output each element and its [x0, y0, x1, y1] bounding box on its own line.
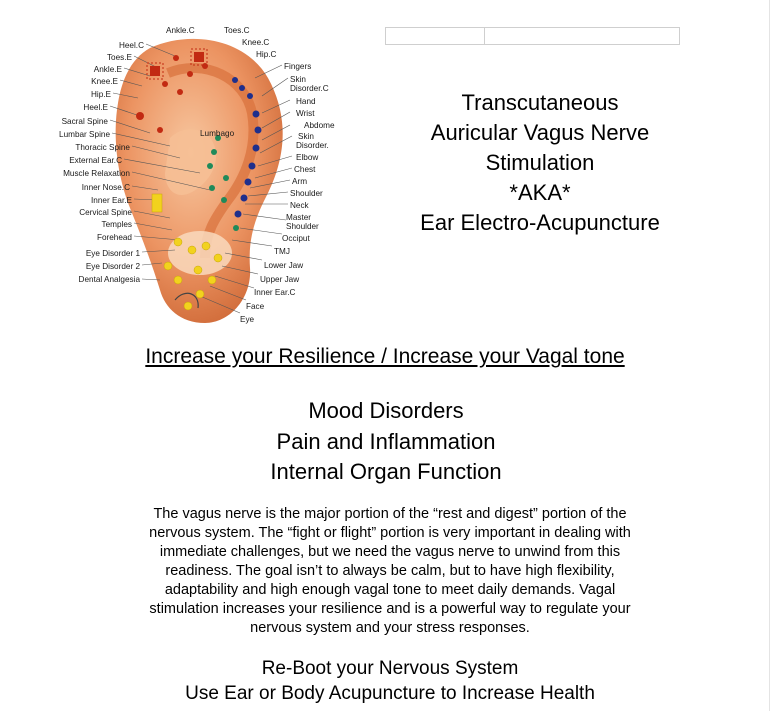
ear-label-left: Inner Nose.C	[81, 183, 130, 192]
ear-label-top: Ankle.C	[166, 26, 195, 35]
paragraph-line: adaptability and high enough vagal tone to meet daily demands. Vagal	[164, 582, 616, 598]
document-title	[395, 88, 685, 238]
paragraph-line: nervous system. The “fight or flight” portion is very important in dealing with	[149, 525, 631, 541]
ear-label-right: TMJ	[274, 247, 290, 256]
topic-item: Internal Organ Function	[270, 459, 502, 484]
ear-label-right: Shoulder	[290, 189, 323, 198]
footer-line: Re-Boot your Nervous System	[261, 658, 519, 679]
ear-label-inner: Lumbago	[200, 129, 235, 138]
ear-label-right: Inner Ear.C	[254, 288, 296, 297]
ear-label-right: Arm	[292, 177, 308, 186]
title-line: Transcutaneous	[461, 90, 619, 115]
ear-label-right: Disorder.C	[290, 84, 329, 93]
ear-label-left: Eye Disorder 2	[85, 262, 140, 271]
paragraph-line: The vagus nerve is the major portion of the “rest and digest” portion of the	[153, 506, 627, 522]
ear-label-right: Disorder.	[296, 141, 329, 150]
ear-label-left: Ankle.E	[93, 65, 122, 74]
ear-label-right: Fingers	[284, 62, 312, 71]
ear-label-right: Skin	[298, 132, 314, 141]
paragraph-line: nervous system and your stress responses.	[250, 620, 530, 636]
body-paragraph	[100, 505, 680, 638]
ear-label-top: Knee.C	[242, 38, 270, 47]
section-heading: Increase your Resilience / Increase your Vagal tone	[145, 345, 625, 368]
ear-label-right: Upper Jaw	[260, 275, 300, 284]
ear-label-left: Thoracic Spine	[75, 143, 130, 152]
ear-label-right: Lower Jaw	[264, 261, 304, 270]
ear-label-right: Master	[286, 213, 312, 222]
paragraph-line: stimulation increases your resilience and is a powerful way to regulate your	[149, 601, 631, 617]
ear-label-right: Eye	[240, 315, 255, 324]
ear-label-right: Occiput	[282, 234, 310, 243]
ear-label-left: Eye Disorder 1	[85, 249, 140, 258]
footer-line: Use Ear or Body Acupuncture to Increase Health	[185, 683, 595, 704]
topics-list	[196, 396, 576, 488]
ear-label-right: Elbow	[296, 153, 319, 162]
ear-label-right: Neck	[290, 201, 309, 210]
ear-label-left: Toes.E	[106, 53, 132, 62]
ear-label-left: Temples	[101, 220, 132, 229]
ear-label-left: Hip.E	[90, 90, 111, 99]
ear-label-left: Forehead	[96, 233, 132, 242]
ear-label-left: Knee.E	[91, 77, 118, 86]
ear-label-left: External Ear.C	[69, 156, 122, 165]
ear-label-left: Muscle Relaxation	[63, 169, 130, 178]
ear-label-right: Wrist	[296, 109, 315, 118]
title-line: *AKA*	[509, 180, 571, 205]
footer-callout	[120, 656, 660, 706]
ear-acupuncture-chart	[0, 18, 385, 328]
paragraph-line: readiness. The goal isn’t to always be calm, but to have high flexibility,	[165, 563, 615, 579]
ear-label-left: Lumbar Spine	[59, 130, 110, 139]
ear-label-right: Chest	[294, 165, 316, 174]
ear-label-left: Heel.C	[118, 41, 144, 50]
ear-label-left: Dental Analgesia	[78, 275, 140, 284]
ear-label-left: Heel.E	[83, 103, 108, 112]
ear-label-left: Cervical Spine	[79, 208, 132, 217]
ear-label-left: Sacral Spine	[61, 117, 108, 126]
topic-item: Mood Disorders	[308, 398, 464, 423]
ear-label-right: Shoulder	[286, 222, 319, 231]
ear-label-right: Skin	[290, 75, 306, 84]
title-line: Auricular Vagus Nerve	[430, 120, 650, 145]
ear-label-top: Toes.C	[224, 26, 250, 35]
header-frame	[385, 27, 680, 45]
paragraph-line: immediate challenges, but we need the vagus nerve to unwind from this	[159, 544, 621, 560]
ear-label-right: Abdome	[304, 121, 335, 130]
title-line: Stimulation	[485, 150, 595, 175]
ear-label-top: Hip.C	[256, 50, 277, 59]
title-line: Ear Electro-Acupuncture	[420, 210, 660, 235]
ear-label-left: Inner Ear.E	[91, 196, 132, 205]
topic-item: Pain and Inflammation	[276, 428, 496, 454]
ear-label-right: Face	[246, 302, 265, 311]
ear-label-right: Hand	[296, 97, 316, 106]
